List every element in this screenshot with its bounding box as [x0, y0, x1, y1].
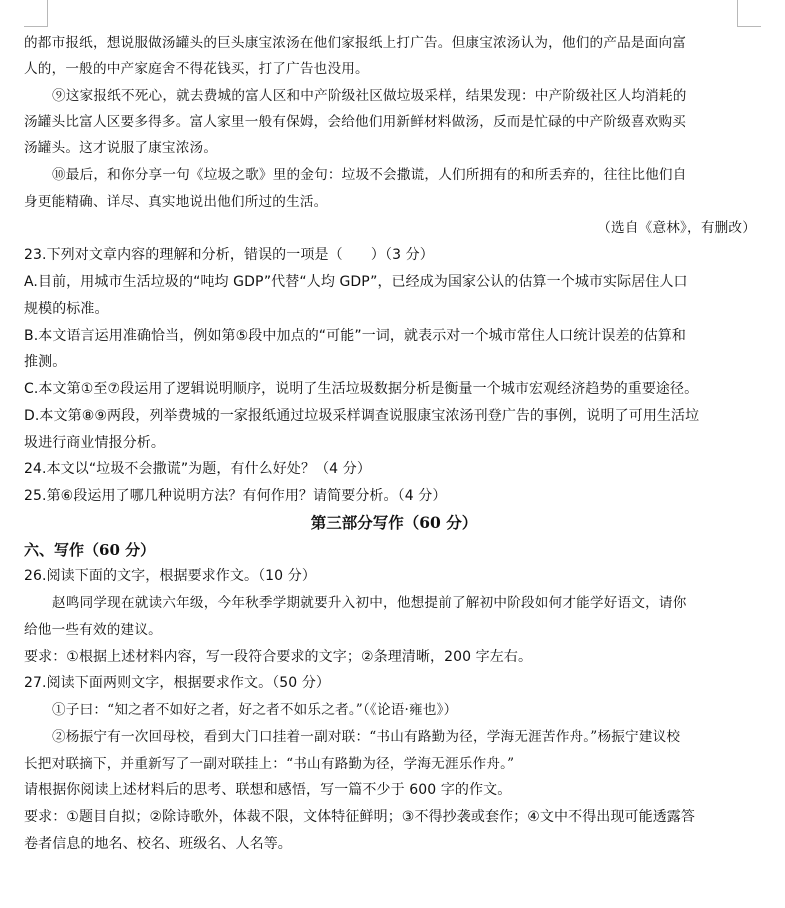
- section-six-heading: 六、写作（60 分）: [24, 541, 156, 559]
- material-1: ①子曰：“知之者不如好之者，好之者不如乐之者。”（《论语·雍也》）: [52, 702, 458, 718]
- question-23: 23.下列对文章内容的理解和分析，错误的一项是（ ）（3 分）: [24, 247, 434, 263]
- option-c: C.本文第①至⑦段运用了逻辑说明顺序，说明了生活垃圾数据分析是衡量一个城市宏观经济趋势的重要途径。: [24, 381, 699, 397]
- material-2: ②杨振宁有一次回母校，看到大门口挂着一副对联：“书山有路勤为径，学海无涯苦作舟。”杨振宁建议校: [52, 729, 681, 745]
- article-line: 身更能精确、详尽、真实地说出他们所过的生活。: [24, 194, 328, 210]
- writing-requirements-cont: 卷者信息的地名、校名、班级名、人名等。: [24, 836, 292, 852]
- article-line: 汤罐头比富人区要多得多。富人家里一般有保姆，会给他们用新鲜材料做汤，反而是忙碌的中产阶级喜欢购买: [24, 114, 687, 130]
- question-27: 27.阅读下面两则文字，根据要求作文。（50 分）: [24, 675, 331, 691]
- option-b: B.本文语言运用准确恰当，例如第⑤段中加点的“可能”一词，就表示对一个城市常住人口统计误差的估算和: [24, 328, 687, 344]
- option-d-cont: 圾进行商业情报分析。: [24, 435, 165, 451]
- option-b-cont: 推测。: [24, 354, 67, 370]
- article-line: 的都市报纸，想说服做汤罐头的巨头康宝浓汤在他们家报纸上打广告。但康宝浓汤认为，他们的产品是面向富: [24, 35, 687, 51]
- crop-mark-right-vertical: [737, 0, 738, 26]
- question-26-material: 赵鸣同学现在就读六年级，今年秋季学期就要升入初中，他想提前了解初中阶段如何才能学好语文，请你: [52, 595, 687, 611]
- crop-mark-left-vertical: [47, 0, 48, 26]
- material-2-cont: 长把对联摘下，并重新写了一副对联挂上：“书山有路勤为径，学海无涯乐作舟。”: [24, 756, 515, 772]
- option-a: A.目前，用城市生活垃圾的“吨均 GDP”代替“人均 GDP”，已经成为国家公认的估算一个城市实际居住人口: [24, 274, 688, 290]
- question-24: 24.本文以“垃圾不会撒谎”为题，有什么好处？（4 分）: [24, 461, 371, 477]
- question-26: 26.阅读下面的文字，根据要求作文。（10 分）: [24, 568, 316, 584]
- crop-mark-right-horizontal: [737, 26, 761, 27]
- article-paragraph-10: ⑩最后，和你分享一句《垃圾之歌》里的金句：垃圾不会撒谎，人们所拥有的和所丢弃的，往往比他们自: [52, 167, 687, 183]
- question-26-material-cont: 给他一些有效的建议。: [24, 622, 162, 638]
- option-a-cont: 规模的标准。: [24, 301, 109, 317]
- part-three-title: 第三部分写作（60 分）: [310, 513, 478, 532]
- writing-prompt: 请根据你阅读上述材料后的思考、联想和感悟，写一篇不少于 600 字的作文。: [24, 782, 512, 798]
- writing-requirements: 要求：①题目自拟；②除诗歌外，体裁不限，文体特征鲜明；③不得抄袭或套作；④文中不得出现可能透露答: [24, 809, 695, 825]
- article-paragraph-9: ⑨这家报纸不死心，就去费城的富人区和中产阶级社区做垃圾采样，结果发现：中产阶级社区人均消耗的: [52, 88, 687, 104]
- article-line: 人的，一般的中产家庭舍不得花钱买，打了广告也没用。: [24, 61, 369, 77]
- option-d: D.本文第⑧⑨两段，列举费城的一家报纸通过垃圾采样调查说服康宝浓汤刊登广告的事例，说明了可用生活垃: [24, 408, 700, 424]
- article-source: （选自《意林》，有删改）: [597, 220, 756, 236]
- question-26-requirements: 要求：①根据上述材料内容，写一段符合要求的文字；②条理清晰，200 字左右。: [24, 649, 533, 665]
- crop-mark-left-horizontal: [24, 26, 48, 27]
- question-25: 25.第⑥段运用了哪几种说明方法？有何作用？请简要分析。（4 分）: [24, 488, 447, 504]
- article-line: 汤罐头。这才说服了康宝浓汤。: [24, 140, 218, 156]
